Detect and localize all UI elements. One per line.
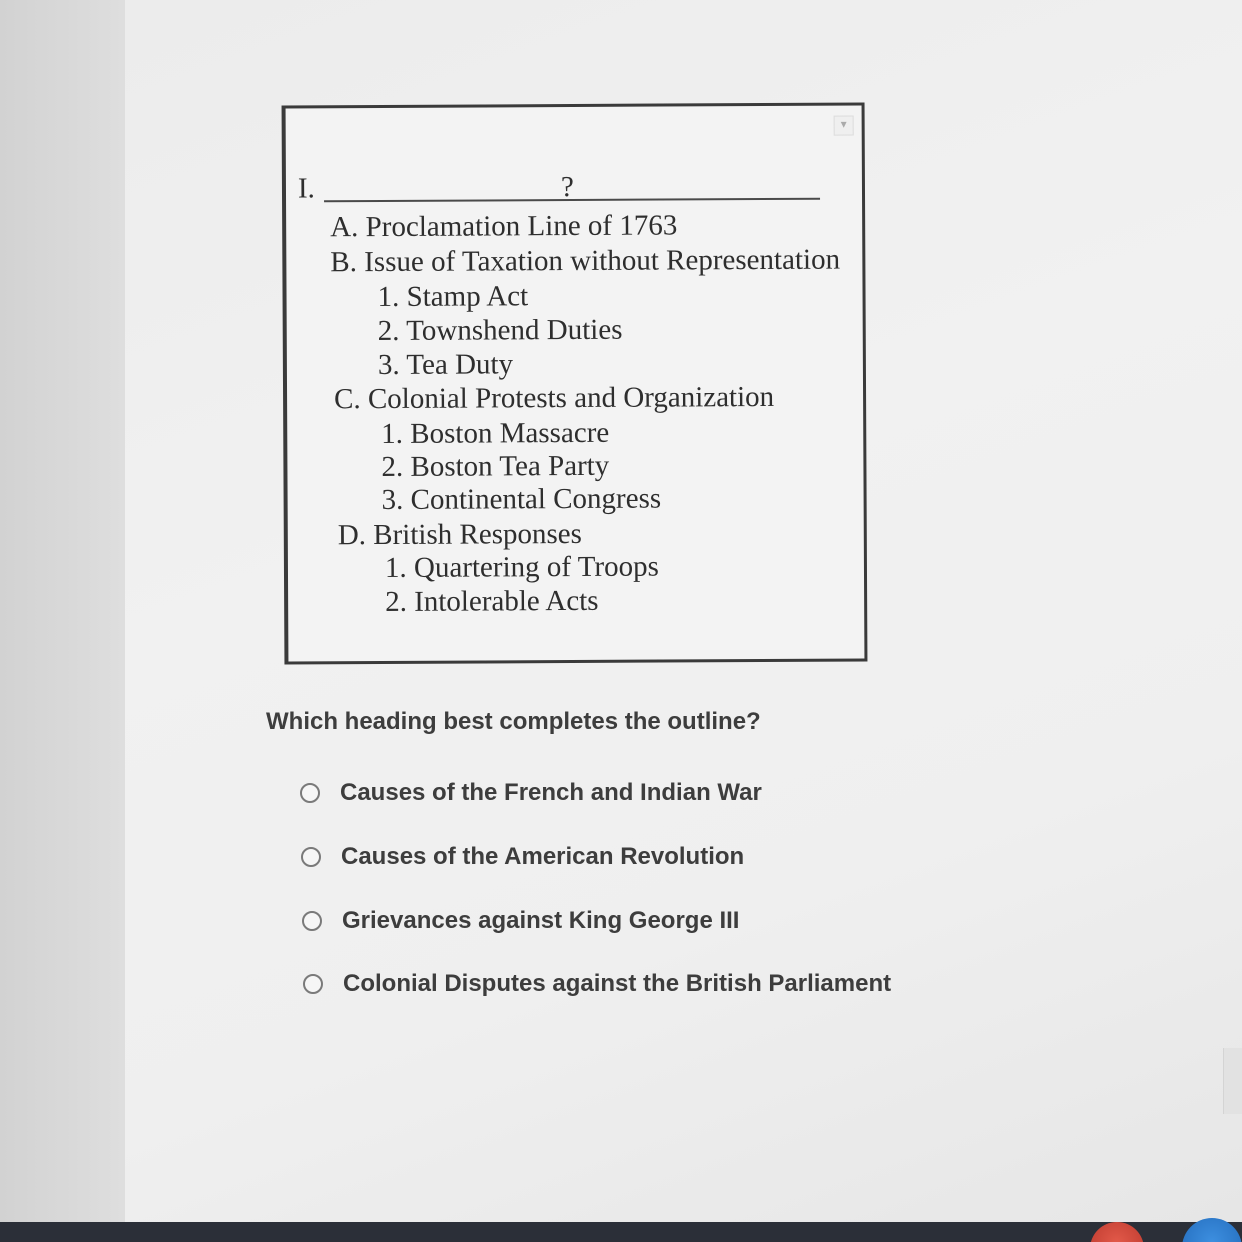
question-prompt: Which heading best completes the outline? <box>266 708 761 735</box>
answer-choice-label: Grievances against King George III <box>342 907 740 934</box>
answer-choice-2[interactable] <box>301 843 744 871</box>
answer-choice-3[interactable] <box>302 907 739 935</box>
outline-line: 2. Boston Tea Party <box>381 449 610 484</box>
outline-blank-marker: ? <box>560 171 574 204</box>
answer-choice-label: Causes of the French and Indian War <box>340 779 762 806</box>
outline-line: 2. Townshend Duties <box>377 313 623 348</box>
outline-text <box>286 105 862 618</box>
answer-choice-4[interactable] <box>303 970 891 998</box>
outline-line: A. Proclamation Line of 1763 <box>330 209 678 244</box>
outline-line: C. Colonial Protests and Organization <box>333 380 775 416</box>
chevron-down-icon[interactable]: ▼ <box>834 116 854 136</box>
radio-empty-icon[interactable] <box>301 847 321 867</box>
outline-line: 1. Boston Massacre <box>381 416 610 451</box>
screen-edge <box>0 0 125 1225</box>
outline-line: 1. Quartering of Troops <box>384 550 659 584</box>
radio-empty-icon[interactable] <box>303 974 323 994</box>
outline-line: B. Issue of Taxation without Representation <box>330 243 841 279</box>
outline-line: D. British Responses <box>337 517 582 552</box>
outline-line: 1. Stamp Act <box>377 280 529 314</box>
radio-empty-icon[interactable] <box>302 911 322 931</box>
outline-image <box>282 102 868 664</box>
outline-roman-numeral: I. <box>297 172 315 205</box>
answer-choice-1[interactable] <box>300 779 762 807</box>
outline-line: 3. Tea Duty <box>377 348 514 382</box>
radio-empty-icon[interactable] <box>300 783 320 803</box>
scrollbar-handle[interactable] <box>1223 1048 1242 1114</box>
outline-line: 3. Continental Congress <box>381 482 662 517</box>
answer-choice-label: Colonial Disputes against the British Parliament <box>343 970 892 997</box>
outline-line: 2. Intolerable Acts <box>385 584 599 618</box>
answer-choice-label: Causes of the American Revolution <box>341 843 745 870</box>
taskbar <box>0 1222 1242 1242</box>
